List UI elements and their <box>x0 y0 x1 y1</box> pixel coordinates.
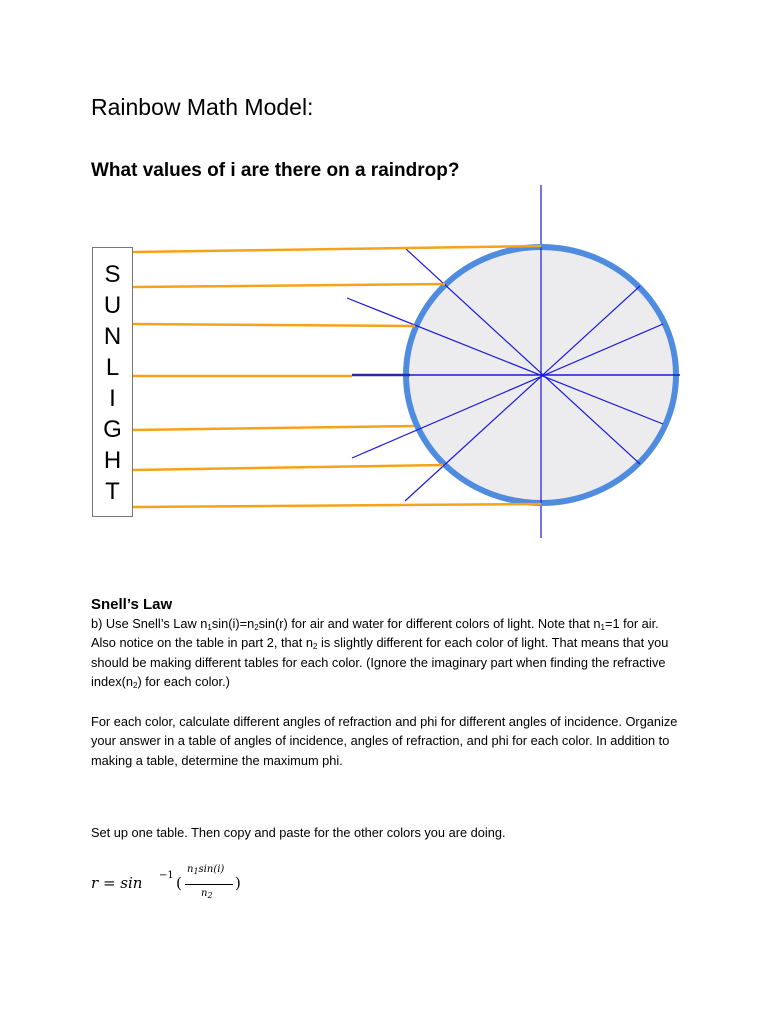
document-title: Rainbow Math Model: <box>91 94 314 120</box>
snells-law-heading: Snell’s Law <box>91 596 173 613</box>
sunlight-letter: L <box>105 354 120 381</box>
fraction-bar <box>185 884 233 885</box>
sunlight-ray <box>133 324 415 326</box>
sunlight-letter: N <box>103 323 122 350</box>
formula-exponent: −1 <box>159 870 174 881</box>
instructions-paragraph: b) Use Snell’s Law $n_1\sin(i)=n_2\sin(r)$ for air and water for different colors of light. Note that $n_1=1$ for air. Also notice on the table in part 2, that $n_2$ is slightly different for each color of light. That means that you should be making different tables for each color. (Ignore the imaginary part when finding the refractive $index(n_2)$ for each color.) <box>91 616 669 691</box>
sunlight-letter: H <box>103 447 122 474</box>
sunlight-letter: T <box>105 478 120 505</box>
question-heading: What values of i are there on a raindrop? <box>91 160 460 181</box>
sunlight-label-box <box>92 247 133 517</box>
table-setup-paragraph: Set up one table. Then copy and paste for the other colors you are doing. <box>91 825 506 840</box>
formula-denominator: $n_2$ <box>201 888 213 900</box>
sunlight-letter: S <box>104 261 121 288</box>
sunlight-letter: U <box>103 292 122 319</box>
formula-numerator: $n_1\sin(i)$ <box>187 864 225 876</box>
calculation-paragraph: For each color, calculate different angles of refraction and phi for different angles of incidence. Organize your answer in a table of angles of incidence, angles of refraction, and phi for each color. In addition to making a table, determine the maximum phi. <box>91 714 678 768</box>
sunlight-ray <box>133 284 445 287</box>
sunlight-ray <box>133 504 541 507</box>
formula-lhs: r = sin <box>91 874 143 892</box>
sunlight-ray <box>133 465 443 470</box>
sunlight-ray <box>133 426 414 430</box>
sunlight-ray <box>133 246 541 252</box>
sunlight-letter: G <box>103 416 122 443</box>
refraction-formula: r = sin −1 ( $n_1\sin(i)$ $n_2$ ) <box>91 864 241 900</box>
sunlight-letter: I <box>109 385 116 412</box>
